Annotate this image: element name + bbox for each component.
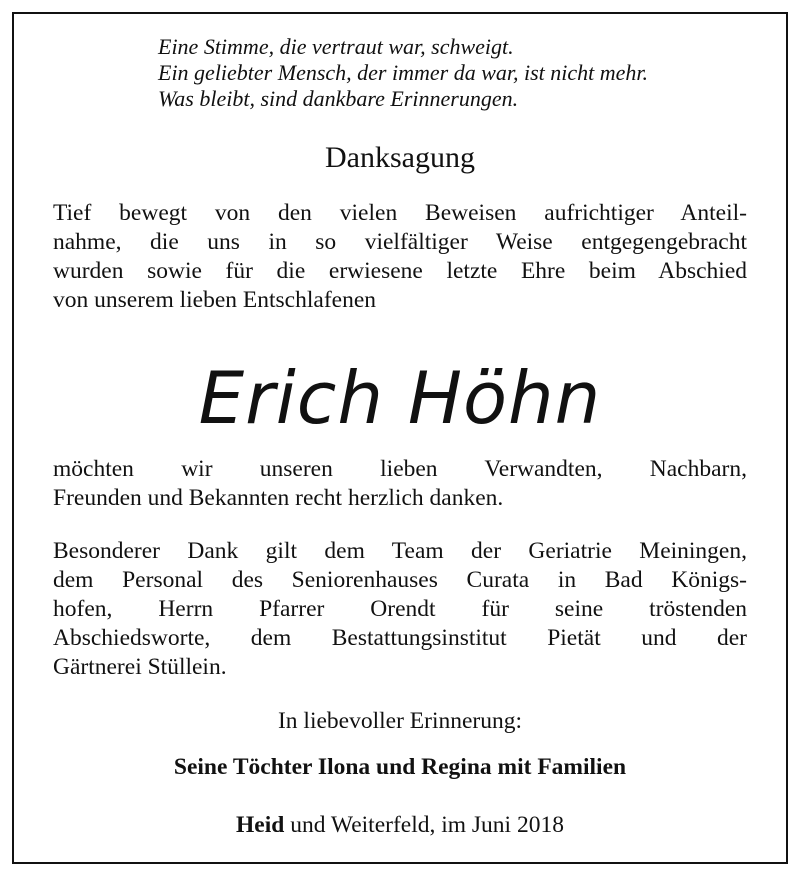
verse-line: Eine Stimme, die vertraut war, schweigt.: [158, 34, 514, 59]
memorial-verse: [158, 34, 758, 112]
special-thanks-paragraph: [53, 537, 747, 682]
text-line: möchten wir unseren lieben Verwandten, Nachbarn,: [53, 456, 747, 482]
place-name: Heid: [236, 812, 285, 838]
thanks-paragraph: [53, 455, 747, 513]
verse-line: Was bleibt, sind dankbare Erinnerungen.: [158, 86, 519, 111]
signatories: Seine Töchter Ilona und Regina mit Familien: [173, 754, 627, 780]
text-line: Gärtnerei Stüllein.: [53, 654, 227, 680]
text-line: Besonderer Dank gilt dem Team der Geriatrie Meiningen,: [53, 538, 747, 564]
verse-line: Ein geliebter Mensch, der immer da war, ist nicht mehr.: [158, 60, 649, 85]
place-date: [0, 810, 800, 840]
text-line: Tief bewegt von den vielen Beweisen aufrichtiger Anteil-: [53, 200, 747, 226]
notice-heading: Danksagung: [325, 141, 475, 174]
text-line: Abschiedsworte, dem Bestattungsinstitut Pietät und der: [53, 625, 747, 651]
text-line: nahme, die uns in so vielfältiger Weise entgegengebracht: [53, 229, 747, 255]
closing-line: In liebevoller Erinnerung:: [277, 708, 523, 734]
text-line: hofen, Herrn Pfarrer Orendt für seine tröstenden: [53, 596, 747, 622]
place-date-text: und Weiterfeld, im Juni 2018: [284, 812, 564, 838]
text-line: wurden sowie für die erwiesene letzte Ehre beim Abschied: [53, 258, 747, 284]
text-line: dem Personal des Seniorenhauses Curata in Bad Königs-: [53, 567, 747, 593]
deceased-name: Erich Höhn: [198, 356, 602, 440]
text-line: Freunden und Bekannten recht herzlich danken.: [53, 485, 504, 511]
text-line: von unserem lieben Entschlafenen: [53, 287, 377, 313]
intro-paragraph: [53, 199, 747, 315]
